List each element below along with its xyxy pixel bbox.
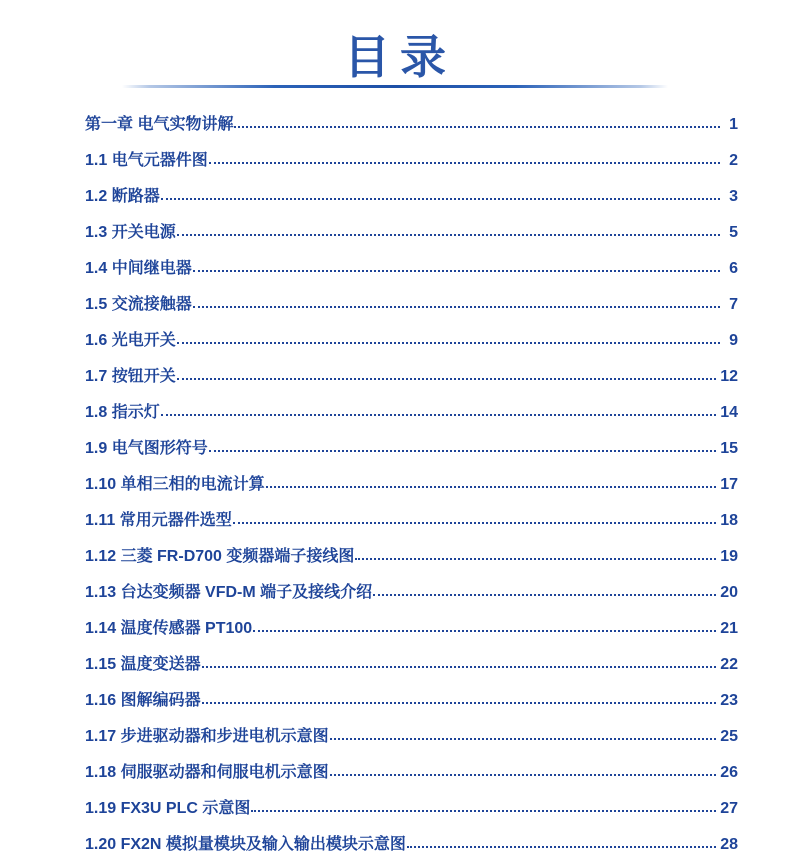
toc-entry-page-number: 28 xyxy=(720,836,738,853)
toc-entry-page-number: 19 xyxy=(720,548,738,565)
toc-entry[interactable] xyxy=(85,251,738,287)
toc-entry-label: 1.14 温度传感器 PT100 xyxy=(85,620,253,637)
toc-entry-page-number: 12 xyxy=(720,368,738,385)
toc-entry-label: 1.20 FX2N 模拟量模块及输入输出模块示意图 xyxy=(85,836,406,853)
toc-entry-label: 1.6 光电开关 xyxy=(85,332,176,349)
toc-entry-page-number: 26 xyxy=(720,764,738,781)
toc-entry[interactable] xyxy=(85,179,738,215)
toc-entry-label: 1.13 台达变频器 VFD-M 端子及接线介绍 xyxy=(85,584,373,601)
toc-entry-page-number: 6 xyxy=(729,260,738,277)
toc-dot-leader xyxy=(177,378,717,380)
toc-entry[interactable] xyxy=(85,395,738,431)
toc-entry-page-number: 3 xyxy=(729,188,738,205)
toc-entry-label: 1.12 三菱 FR-D700 变频器端子接线图 xyxy=(85,548,355,565)
toc-entry[interactable] xyxy=(85,755,738,791)
title-underline xyxy=(122,85,668,88)
toc-entry-label: 1.1 电气元器件图 xyxy=(85,152,208,169)
toc-dot-leader xyxy=(161,414,717,416)
toc-entry[interactable] xyxy=(85,323,738,359)
toc-entry-page-number: 25 xyxy=(720,728,738,745)
toc-dot-leader xyxy=(355,558,716,560)
toc-entry-page-number: 5 xyxy=(729,224,738,241)
toc-entry-label: 第一章 电气实物讲解 xyxy=(85,116,234,133)
toc-entry-page-number: 2 xyxy=(729,152,738,169)
toc-entry-page-number: 15 xyxy=(720,440,738,457)
toc-entry-page-number: 1 xyxy=(729,116,738,133)
toc-dot-leader xyxy=(233,522,716,524)
toc-dot-leader xyxy=(177,234,720,236)
toc-entry-page-number: 14 xyxy=(720,404,738,421)
toc-entry[interactable] xyxy=(85,719,738,755)
toc-entry[interactable] xyxy=(85,791,738,827)
toc-entry-label: 1.5 交流接触器 xyxy=(85,296,192,313)
toc-dot-leader xyxy=(407,846,716,848)
toc-entry[interactable] xyxy=(85,647,738,683)
toc-entry-page-number: 27 xyxy=(720,800,738,817)
toc-entry[interactable] xyxy=(85,467,738,503)
toc-entry[interactable] xyxy=(85,287,738,323)
toc-entry[interactable] xyxy=(85,143,738,179)
toc-entry-page-number: 20 xyxy=(720,584,738,601)
toc-entry-label: 1.8 指示灯 xyxy=(85,404,160,421)
toc-dot-leader xyxy=(193,306,720,308)
toc-dot-leader xyxy=(193,270,720,272)
toc-entry[interactable] xyxy=(85,215,738,251)
toc-entry-page-number: 9 xyxy=(729,332,738,349)
toc-entry[interactable] xyxy=(85,431,738,467)
toc-dot-leader xyxy=(330,738,717,740)
toc-entry-label: 1.18 伺服驱动器和伺服电机示意图 xyxy=(85,764,329,781)
toc-entry[interactable] xyxy=(85,539,738,575)
toc-entry-label: 1.2 断路器 xyxy=(85,188,160,205)
toc-entry-label: 1.9 电气图形符号 xyxy=(85,440,208,457)
toc-dot-leader xyxy=(202,702,717,704)
toc-dot-leader xyxy=(251,810,716,812)
toc-dot-leader xyxy=(253,630,716,632)
toc-dot-leader xyxy=(202,666,717,668)
toc-dot-leader xyxy=(209,450,717,452)
toc-entry-label: 1.16 图解编码器 xyxy=(85,692,201,709)
toc-entry[interactable] xyxy=(85,575,738,611)
toc-entry-page-number: 23 xyxy=(720,692,738,709)
toc-entry-label: 1.11 常用元器件选型 xyxy=(85,512,232,529)
toc-dot-leader xyxy=(373,594,716,596)
toc-entry-page-number: 18 xyxy=(720,512,738,529)
toc-entry-page-number: 21 xyxy=(720,620,738,637)
toc-entry[interactable] xyxy=(85,503,738,539)
toc-entry-label: 1.17 步进驱动器和步进电机示意图 xyxy=(85,728,329,745)
toc-dot-leader xyxy=(161,198,720,200)
toc-entry-label: 1.7 按钮开关 xyxy=(85,368,176,385)
toc-dot-leader xyxy=(209,162,720,164)
toc-dot-leader xyxy=(266,486,717,488)
toc-entry-page-number: 22 xyxy=(720,656,738,673)
page-title: 目录 xyxy=(344,31,456,83)
toc-entry-page-number: 17 xyxy=(720,476,738,493)
toc-dot-leader xyxy=(234,126,720,128)
toc-entry[interactable] xyxy=(85,827,738,863)
toc-entry-label: 1.3 开关电源 xyxy=(85,224,176,241)
toc-entry-label: 1.19 FX3U PLC 示意图 xyxy=(85,800,251,817)
toc-entry-page-number: 7 xyxy=(729,296,738,313)
toc-dot-leader xyxy=(330,774,717,776)
toc-entry[interactable] xyxy=(85,359,738,395)
toc-entry-label: 1.4 中间继电器 xyxy=(85,260,192,277)
toc-entry-label: 1.15 温度变送器 xyxy=(85,656,201,673)
toc-dot-leader xyxy=(177,342,720,344)
toc-entry[interactable] xyxy=(85,683,738,719)
toc-entry[interactable] xyxy=(85,611,738,647)
toc-entry-label: 1.10 单相三相的电流计算 xyxy=(85,476,265,493)
toc-list xyxy=(85,107,738,863)
toc-entry[interactable] xyxy=(85,107,738,143)
